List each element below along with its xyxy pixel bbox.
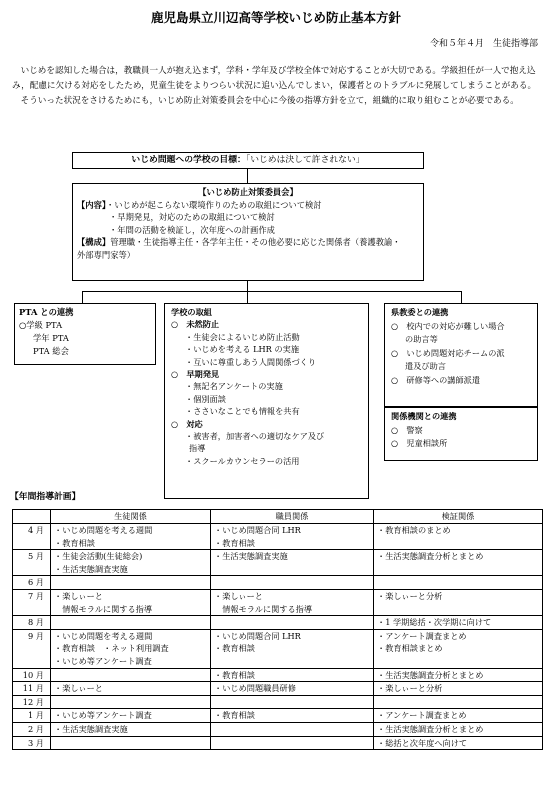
connector-horizontal	[82, 291, 462, 292]
review-cell	[374, 709, 543, 723]
month-cell: 1 月	[13, 709, 51, 723]
related-title: 関係機関との連携	[391, 411, 457, 421]
plan-item: ・いじめ問題を考える週間	[54, 525, 153, 535]
plan-item: ・教育相談のまとめ	[377, 525, 451, 535]
date: 令和５年４月	[429, 39, 484, 49]
review-cell	[374, 629, 543, 668]
table-row	[13, 668, 543, 682]
pta-item: 学年 PTA	[33, 333, 69, 343]
month-cell: 9 月	[13, 629, 51, 668]
list-item: ・ささいなことでも情報を共有	[185, 406, 300, 417]
date-line	[430, 38, 538, 50]
pta-item: PTA 総会	[33, 346, 69, 356]
table-row	[13, 722, 543, 736]
staff-cell	[211, 736, 374, 750]
column-header: 生徒関係	[51, 510, 211, 524]
list-item: 指導	[189, 443, 206, 454]
staff-cell	[211, 629, 374, 668]
content-item-1: ・いじめが起こらない環境作りのための取組について検討	[106, 199, 322, 210]
month-cell: 8 月	[13, 616, 51, 630]
table-row	[13, 682, 543, 696]
connector-pta	[82, 291, 83, 303]
intro-text	[12, 64, 540, 109]
student-cell	[51, 736, 211, 750]
plan-item: ・アンケート調査まとめ	[377, 630, 467, 641]
month-cell: 5 月	[13, 550, 51, 576]
student-cell	[51, 550, 211, 576]
review-cell	[374, 589, 543, 615]
connector-school	[247, 291, 248, 303]
staff-cell	[211, 576, 374, 590]
content-label: 【内容】	[77, 199, 107, 210]
pref-item: ○ 校内での対応が難しい場合	[391, 320, 505, 331]
intro-paragraph-1: いじめを認知した場合は，教職員一人が抱え込まず，学科・学年及び学校全体で対応することが大切である。学級担任が一人で抱え込み，配慮に欠ける対応をしたため，児童生徒をよりつらい状況に追い込んでしまい，保護者とのトラブルに発展してしまうことがある。	[12, 66, 537, 91]
student-cell	[51, 695, 211, 709]
student-cell	[51, 616, 211, 630]
month-cell: 11 月	[13, 682, 51, 696]
list-item: ・無記名アンケートの実施	[185, 381, 283, 392]
table-row	[13, 616, 543, 630]
plan-item: 情報モラルに関する指導	[54, 603, 153, 614]
staff-cell	[211, 709, 374, 723]
staff-cell	[211, 589, 374, 615]
column-header	[13, 510, 51, 524]
staff-cell	[211, 668, 374, 682]
school-efforts-box	[164, 303, 369, 499]
month-cell: 12 月	[13, 695, 51, 709]
table-row	[13, 576, 543, 590]
student-cell	[51, 682, 211, 696]
connector-pref	[461, 291, 462, 303]
pref-board-box	[384, 303, 538, 407]
plan-item: ・生徒会活動(生徒総会)	[54, 551, 143, 562]
column-header: 職員関係	[211, 510, 374, 524]
student-cell	[51, 709, 211, 723]
review-cell	[374, 736, 543, 750]
connector-goal-committee	[247, 169, 248, 183]
plan-item: ・教育相談	[54, 537, 95, 548]
review-cell	[374, 576, 543, 590]
section-heading: ○ 対応	[171, 418, 203, 429]
annual-plan-title: 【年間指導計画】	[10, 492, 81, 502]
plan-item: ・生活実態調査実施	[54, 563, 128, 574]
list-item: ・スクールカウンセラーの活用	[185, 455, 300, 466]
plan-item: ・教育相談まとめ	[377, 643, 443, 654]
pta-title: PTA との連携	[19, 307, 74, 317]
pref-item: 遣及び助言	[405, 361, 446, 371]
committee-structure-row	[77, 236, 419, 249]
table-row	[13, 629, 543, 668]
pref-item: ○ いじめ問題対応チームの派	[391, 347, 505, 358]
table-row	[13, 709, 543, 723]
student-cell	[51, 668, 211, 682]
student-cell	[51, 576, 211, 590]
plan-item: ・教育相談	[214, 537, 255, 548]
plan-item: ・教育相談	[214, 669, 255, 680]
goal-text: 「いじめは決して許されない」	[245, 155, 365, 165]
plan-item: ・アンケート調査まとめ	[377, 710, 467, 721]
plan-item: ・教育相談	[214, 643, 255, 654]
annual-plan-table	[12, 509, 543, 750]
pref-item: の助言等	[405, 334, 438, 344]
committee-box	[72, 183, 424, 281]
goal-label: いじめ問題への学校の目標：	[131, 155, 246, 165]
plan-item: ・生活実態調査分析とまとめ	[377, 551, 484, 562]
column-header: 検証関係	[374, 510, 543, 524]
plan-item: 情報モラルに関する指導	[214, 603, 313, 614]
table-row	[13, 524, 543, 550]
plan-item: ・楽しぃーと	[54, 683, 103, 694]
pta-item: ○学級 PTA	[19, 320, 63, 330]
committee-content-row	[77, 199, 419, 212]
table-row	[13, 550, 543, 576]
review-cell	[374, 695, 543, 709]
staff-cell	[211, 682, 374, 696]
table-header-row	[13, 510, 543, 524]
plan-item: ・教育相談	[214, 710, 255, 721]
review-cell	[374, 524, 543, 550]
plan-item: ・教育相談 ・ネット利用調査	[54, 643, 169, 654]
list-item: ・互いに尊重しあう人間関係づくり	[185, 356, 317, 367]
student-cell	[51, 629, 211, 668]
table-row	[13, 589, 543, 615]
page-title: 鹿児島県立川辺高等学校いじめ防止基本方針	[150, 10, 401, 25]
list-item: ・個別面談	[185, 393, 226, 404]
plan-item: ・いじめ問題合同 LHR	[214, 630, 301, 641]
table-row	[13, 695, 543, 709]
plan-item: ・生活実態調査分析とまとめ	[377, 669, 484, 680]
table-row	[13, 736, 543, 750]
plan-item: ・いじめ問題を考える週間	[54, 630, 153, 641]
student-cell	[51, 524, 211, 550]
section-heading: ○ 未然防止	[171, 319, 220, 330]
list-item: ・生徒会によるいじめ防止活動	[185, 331, 300, 342]
related-item: ○ 児童相談所	[391, 438, 448, 448]
month-cell: 4 月	[13, 524, 51, 550]
review-cell	[374, 722, 543, 736]
plan-item: ・いじめ問題合同 LHR	[214, 525, 301, 535]
intro-paragraph-2: そういった状況をさけるためにも，いじめ防止対策委員会を中心に今後の指導方針を立て，組織的に取り組むことが必要である。	[20, 96, 519, 106]
plan-item: ・1 学期総括・次学期に向けて	[377, 617, 492, 628]
school-title: 学校の取組	[171, 307, 212, 317]
content-item-3: ・年間の活動を検証し，次年度への計画作成	[109, 224, 275, 235]
content-item-2: ・早期発見，対応のための取組について検討	[109, 212, 275, 223]
plan-item: ・生活実態調査分析とまとめ	[377, 723, 484, 734]
plan-item: ・総括と次年度へ向けて	[377, 737, 468, 748]
plan-item: ・楽しぃーと分析	[377, 590, 443, 601]
student-cell	[51, 722, 211, 736]
school-goal-box	[72, 152, 424, 169]
plan-item: ・いじめ等アンケート調査	[54, 655, 152, 666]
plan-item: ・楽しぃーと	[214, 590, 263, 601]
month-cell: 3 月	[13, 736, 51, 750]
connector-committee-down	[247, 281, 248, 291]
review-cell	[374, 550, 543, 576]
plan-item: ・生活実態調査実施	[54, 723, 128, 734]
related-item: ○ 警察	[391, 424, 423, 435]
plan-item: ・楽しぃーと分析	[377, 683, 443, 694]
structure-line-2: 外部専門家等）	[77, 249, 136, 260]
month-cell: 2 月	[13, 722, 51, 736]
staff-cell	[211, 722, 374, 736]
staff-cell	[211, 695, 374, 709]
review-cell	[374, 616, 543, 630]
plan-item: ・いじめ等アンケート調査	[54, 710, 152, 721]
pta-box	[14, 303, 156, 365]
staff-cell	[211, 616, 374, 630]
structure-label: 【構成】	[77, 237, 111, 248]
related-agencies-box	[384, 407, 538, 461]
section-heading: ○ 早期発見	[171, 369, 220, 380]
month-cell: 10 月	[13, 668, 51, 682]
plan-item: ・生活実態調査実施	[214, 551, 288, 562]
pref-item: ○ 研修等への講師派遣	[391, 374, 481, 385]
pref-title: 県教委との連携	[391, 307, 449, 317]
review-cell	[374, 682, 543, 696]
list-item: ・被害者，加害者への適切なケア及び	[185, 431, 325, 442]
plan-item: ・いじめ問題職員研修	[214, 683, 296, 694]
student-cell	[51, 589, 211, 615]
structure-line-1: 管理職・生徒指導主任・各学年主任・その他必要に応じた関係者（養護教諭・	[110, 237, 401, 248]
staff-cell	[211, 524, 374, 550]
month-cell: 6 月	[13, 576, 51, 590]
review-cell	[374, 668, 543, 682]
list-item: ・いじめを考える LHR の実施	[185, 344, 300, 355]
month-cell: 7 月	[13, 589, 51, 615]
plan-item: ・楽しぃーと	[54, 590, 103, 601]
committee-title: 【いじめ防止対策委員会】	[198, 187, 298, 197]
staff-cell	[211, 550, 374, 576]
department: 生徒指導部	[492, 39, 538, 49]
